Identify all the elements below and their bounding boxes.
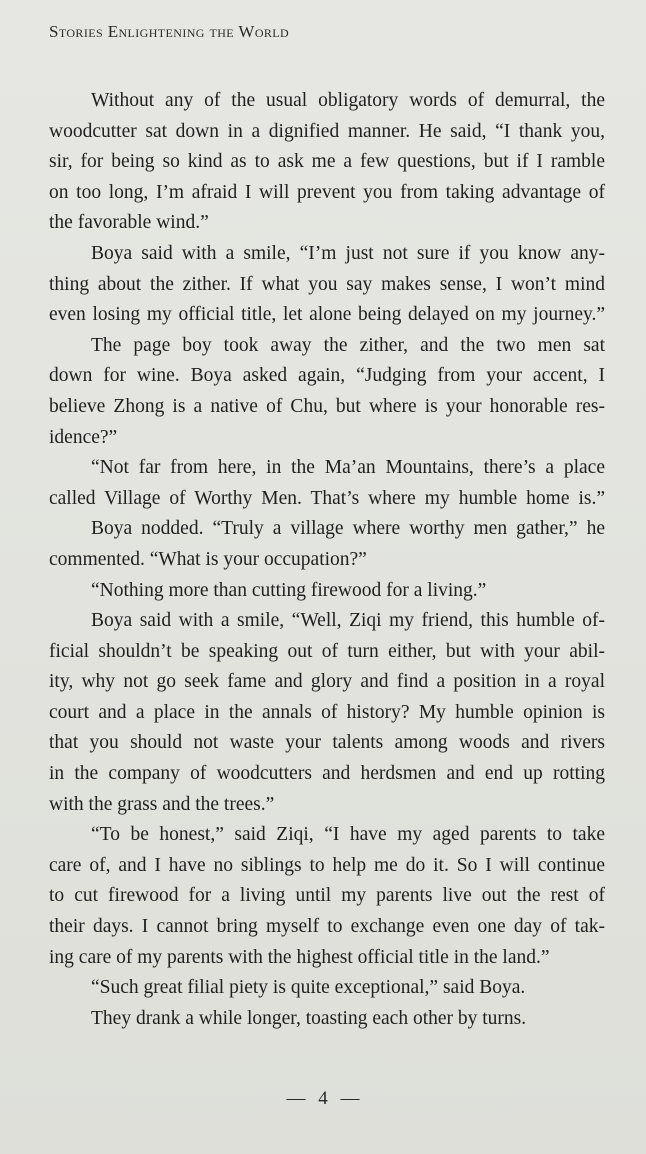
running-head: Stories Enlightening the World (49, 22, 290, 41)
text-line: the favorable wind.” (49, 212, 209, 234)
text-line: thing about the zither. If what you say makes sense, I won’t mind (49, 273, 605, 295)
text-line: care of, and I have no siblings to help me do it. So I will continue (49, 854, 605, 876)
text-line: down for wine. Boya asked again, “Judging from your accent, I (49, 365, 605, 387)
text-line: commented. “What is your occupation?” (49, 548, 367, 570)
text-line: ity, why not go seek fame and glory and find a position in a royal (49, 671, 605, 693)
text-line: on too long, I’m afraid I will prevent you from taking advantage of (49, 181, 605, 203)
text-line: woodcutter sat down in a dignified manner. He said, “I thank you, (49, 120, 605, 142)
text-line: “To be honest,” said Ziqi, “I have my aged parents to take (91, 824, 605, 846)
text-line: Boya said with a smile, “Well, Ziqi my friend, this humble of- (91, 610, 605, 632)
text-line: Boya nodded. “Truly a village where worthy men gather,” he (91, 518, 605, 540)
text-line: that you should not waste your talents among woods and rivers (49, 732, 605, 754)
text-line: to cut firewood for a living until my parents live out the rest of (49, 885, 605, 907)
folio-dash-left: — (286, 1088, 306, 1109)
text-line: called Village of Worthy Men. That’s where my humble home is.” (49, 487, 605, 509)
text-line: with the grass and the trees.” (49, 793, 275, 815)
text-line: “Such great filial piety is quite exceptional,” said Boya. (91, 977, 526, 999)
text-line: idence?” (49, 426, 118, 448)
text-line: even losing my official title, let alone being delayed on my journey.” (49, 304, 605, 326)
text-line: sir, for being so kind as to ask me a few questions, but if I ramble (49, 151, 605, 173)
text-line: “Nothing more than cutting firewood for a living.” (91, 579, 487, 601)
page-number (0, 1088, 646, 1110)
text-line: “Not far from here, in the Ma’an Mountains, there’s a place (91, 457, 605, 479)
text-line: ficial shouldn’t be speaking out of turn either, but with your abil- (49, 640, 605, 662)
body-text (49, 86, 605, 1034)
text-line: Boya said with a smile, “I’m just not sure if you know any- (91, 242, 605, 264)
text-line: court and a place in the annals of history? My humble opinion is (49, 701, 605, 723)
folio-dash-right: — (340, 1088, 360, 1109)
text-line: They drank a while longer, toasting each other by turns. (91, 1007, 527, 1029)
text-line: believe Zhong is a native of Chu, but where is your honorable res- (49, 395, 605, 417)
text-line: in the company of woodcutters and herdsmen and end up rotting (49, 763, 605, 785)
text-line: ing care of my parents with the highest official title in the land.” (49, 946, 550, 968)
text-line: Without any of the usual obligatory words of demurral, the (91, 90, 605, 111)
folio-number: 4 (318, 1088, 328, 1109)
text-line: their days. I cannot bring myself to exchange even one day of tak- (49, 916, 605, 938)
text-line: The page boy took away the zither, and the two men sat (91, 334, 605, 356)
